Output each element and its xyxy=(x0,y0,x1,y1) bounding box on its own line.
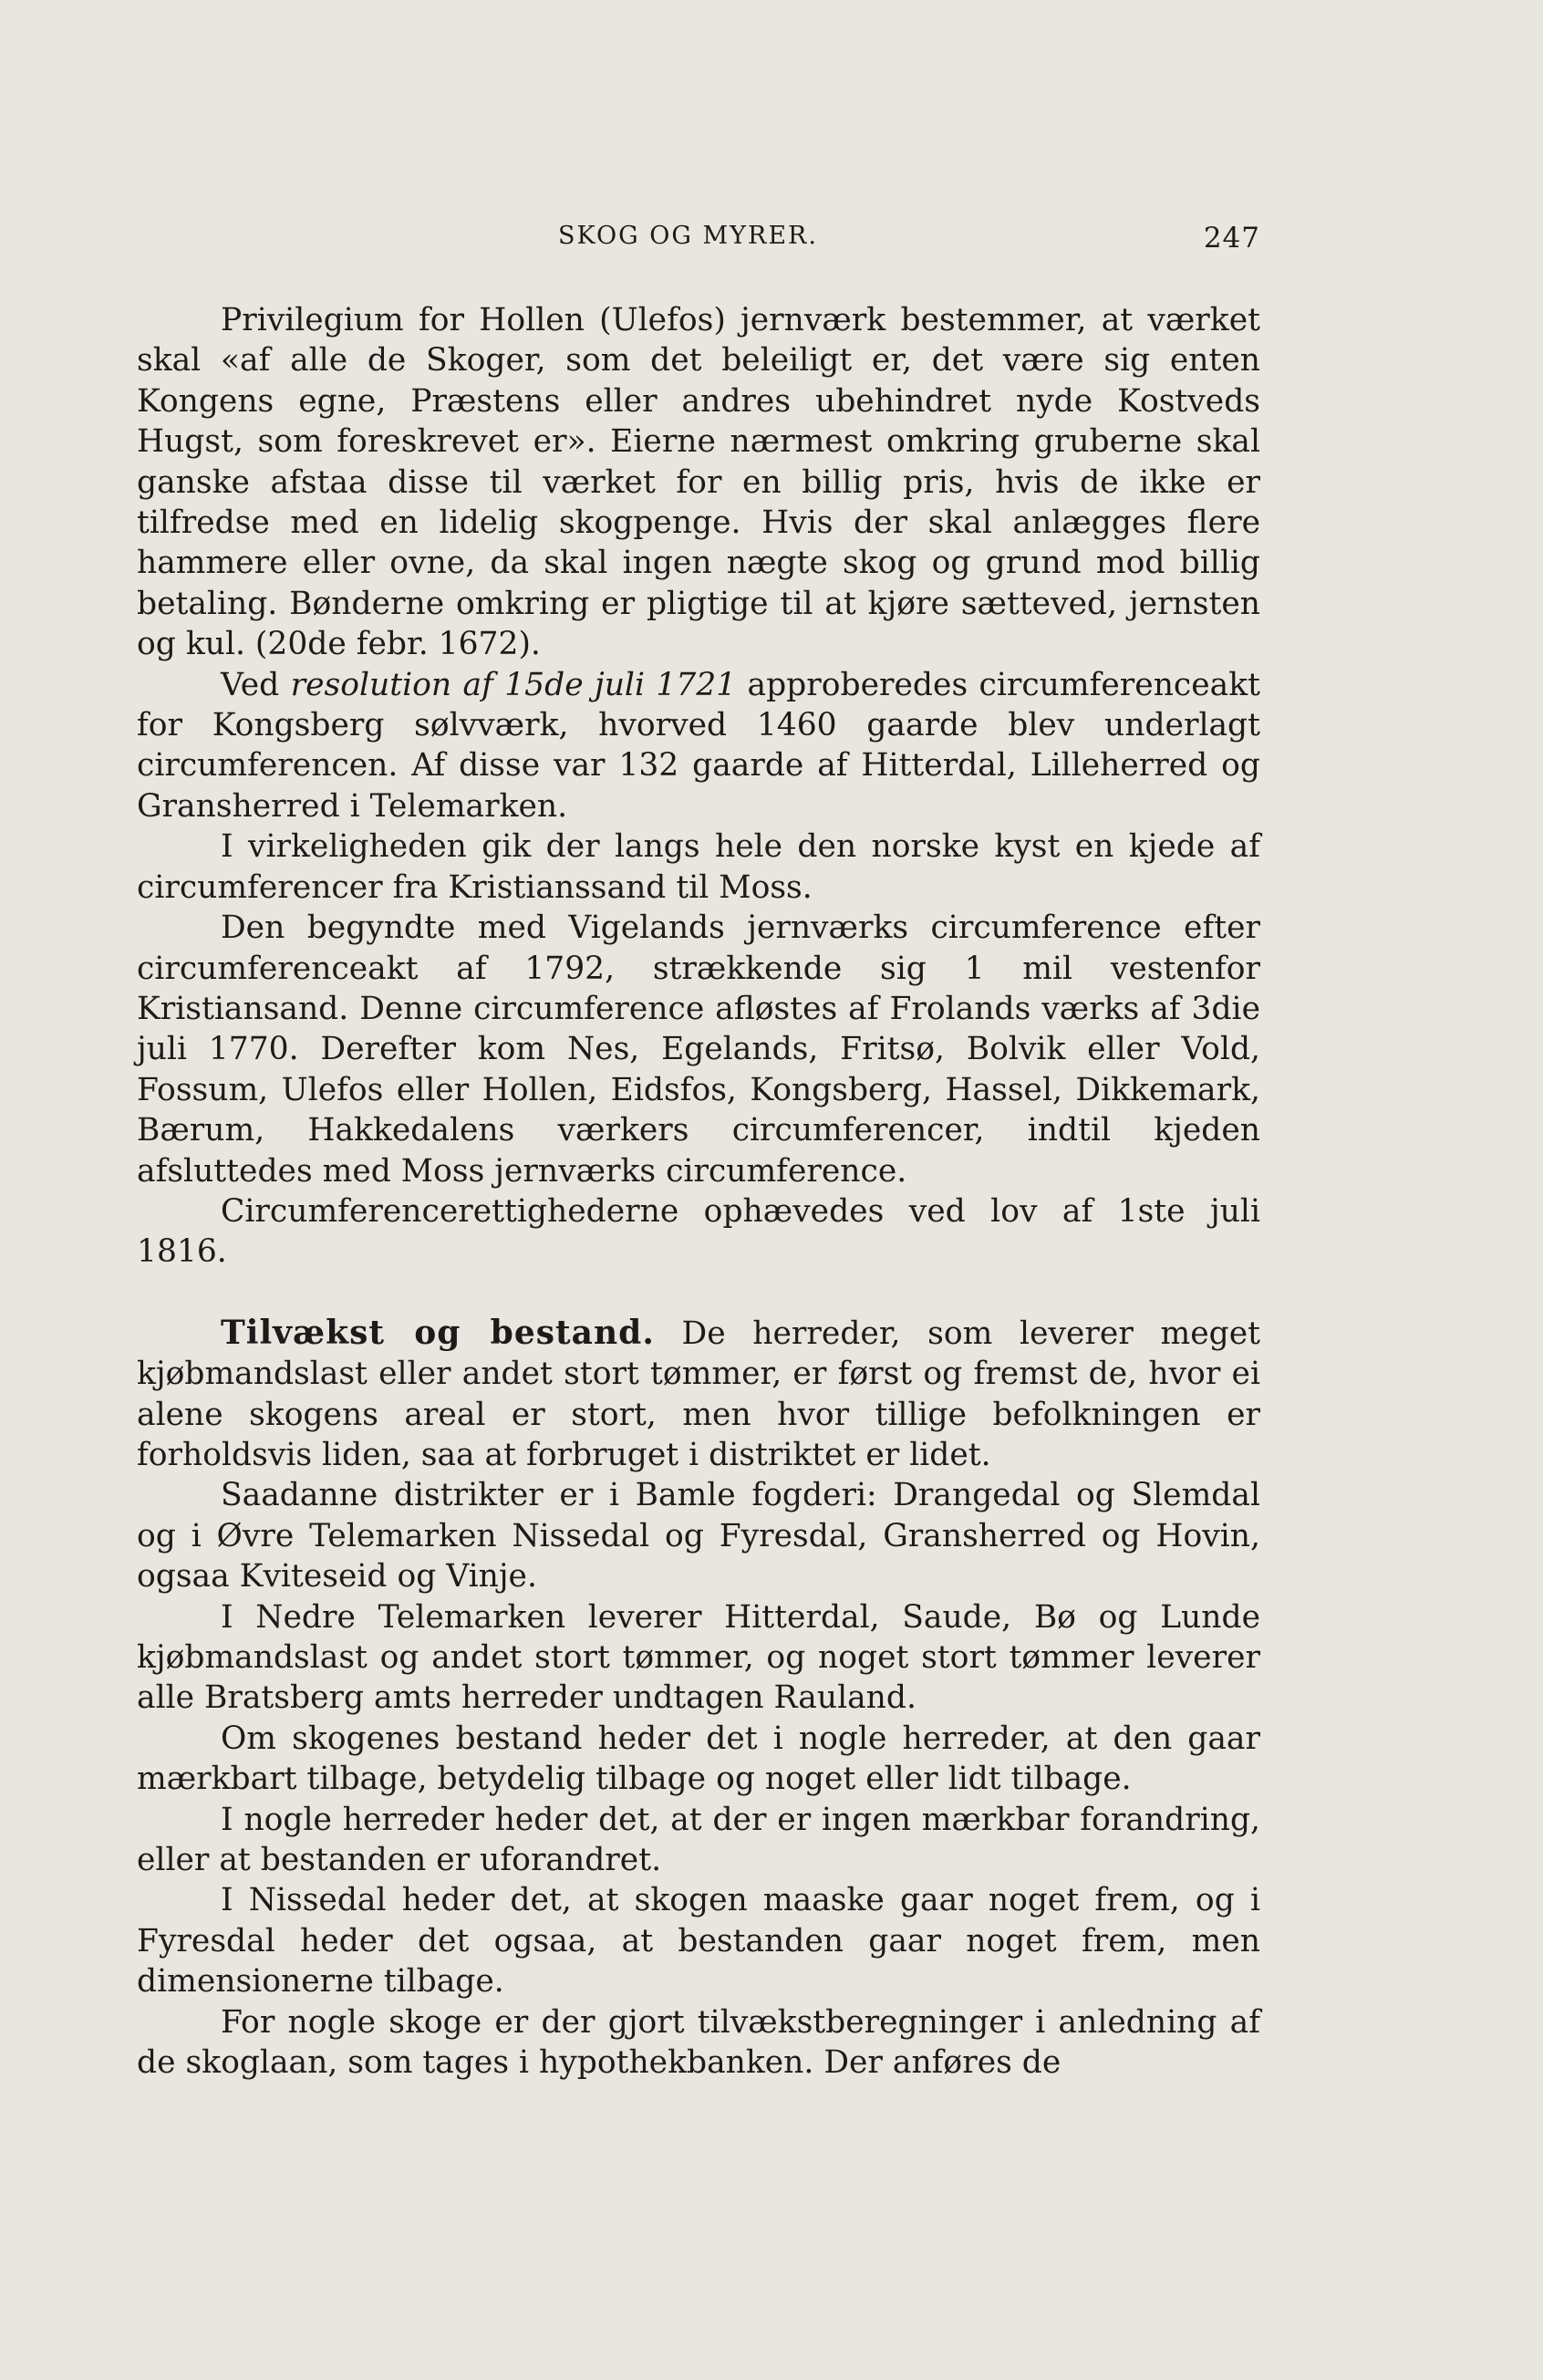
section-heading: Tilvækst og bestand. xyxy=(221,1313,655,1352)
paragraph-vigelands: Den begyndte med Vigelands jernværks circumference efter circumferenceakt af 1792, strækkende sig 1 mil vestenfor Kristiansand. Denne circumference afløstes af Frolands værks af 3die juli 1770. Derefter kom Nes, Egelands, Fritsø, Bolvik eller Vold, Fossum, Ulefos eller Hollen, Eidsfos, Kongsberg, Hassel, Dikkemark, Bærum, Hakkedalens værkers circumferencer, indtil kjeden afsluttedes med Moss jernværks circumference. xyxy=(137,909,1260,1190)
paragraph-bestand: Om skogenes bestand heder det i nogle herreder, at den gaar mærkbart tilbage, betydelig tilbage og noget eller lidt tilbage. xyxy=(137,1720,1260,1798)
paragraph-tilvaekstberegninger: For nogle skoge er der gjort tilvækstberegninger i anledning af de skoglaan, som tages i hypothekbanken. Der anføres de xyxy=(137,2003,1260,2082)
paragraph-tilvaekst xyxy=(137,1313,1260,1476)
paragraph-resolution-pre: Ved xyxy=(221,666,291,703)
paragraph-privilegium: Privilegium for Hollen (Ulefos) jernværk bestemmer, at værket skal «af alle de Skoger, som det beleiligt er, det være sig enten Kongens egne, Præstens eller andres ubehindret nyde Kostveds Hugst, som foreskrevet er». Eierne nærmest omkring gruberne skal ganske afstaa disse til værket for en billig pris, hvis de ikke er tilfredse med en lidelig skogpenge. Hvis der skal anlægges flere hammere eller ovne, da skal ingen nægte skog og grund mod billig betaling. Bønderne omkring er pligtige til at kjøre sætteved, jernsten og kul. (20de febr. 1672). xyxy=(137,302,1260,663)
page-header xyxy=(137,222,1260,258)
running-head: SKOG OG MYRER. xyxy=(558,222,818,250)
paragraph-resolution-post: approberedes circumferenceakt for Kongsberg sølvværk, hvorved 1460 gaarde blev underlagt circumferencen. Af disse var 132 gaarde af Hitterdal, Lilleherred og Gransherred i Telemarken. xyxy=(137,666,1261,825)
paragraph-nedre-telemarken: I Nedre Telemarken leverer Hitterdal, Saude, Bø og Lunde kjøbmandslast og andet stort tømmer, og noget stort tømmer leverer alle Bratsberg amts herreder undtagen Rauland. xyxy=(137,1598,1260,1717)
paragraph-kjede: I virkeligheden gik der langs hele den norske kyst en kjede af circumferencer fra Kristianssand til Moss. xyxy=(137,828,1260,906)
paragraph-saadanne: Saadanne distrikter er i Bamle fogderi: Drangedal og Slemdal og i Øvre Telemarken Nissedal og Fyresdal, Gransherred og Hovin, ogsaa Kviteseid og Vinje. xyxy=(137,1477,1260,1595)
resolution-italic: resolution af 15de juli 1721 xyxy=(290,666,737,703)
page-body xyxy=(137,300,1260,2083)
paragraph-ophaevedes: Circumferencerettighederne ophævedes ved lov af 1ste juli 1816. xyxy=(137,1192,1260,1271)
paragraph-nissedal: I Nissedal heder det, at skogen maaske gaar noget frem, og i Fyresdal heder det ogsaa, at bestanden gaar noget frem, men dimensionerne tilbage. xyxy=(137,1882,1260,2001)
page-number: 247 xyxy=(1203,222,1260,255)
paragraph-tilvaekst-text: De herreder, som leverer meget kjøbmandslast eller andet stort tømmer, er først og fremst de, hvor ei alene skogens areal er stort, men hvor tillige befolkningen er forholdsvis liden, saa at forbruget i distriktet er lidet. xyxy=(137,1315,1260,1473)
paragraph-resolution xyxy=(137,665,1260,827)
paragraph-forandring: I nogle herreder heder det, at der er ingen mærkbar forandring, eller at bestanden er uforandret. xyxy=(137,1801,1260,1879)
